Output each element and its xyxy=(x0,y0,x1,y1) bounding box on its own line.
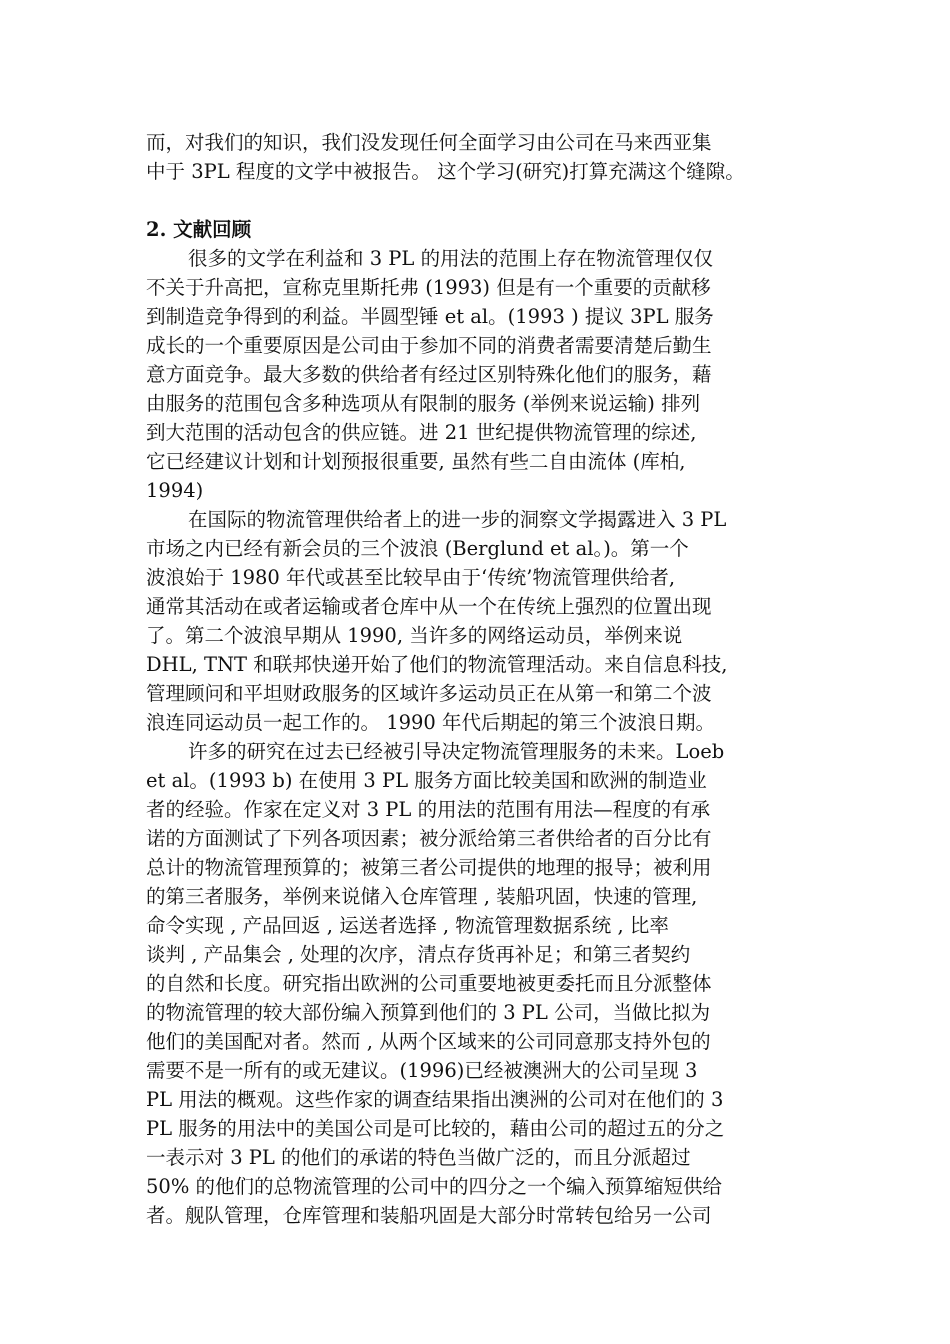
paragraph-line: 者。舰队管理，仓库管理和装船巩固是大部分时常转包给另一公司 xyxy=(146,1204,712,1227)
paragraph-line: 一表示对 3 PL 的他们的承诺的特色当做广泛的，而且分派超过 xyxy=(146,1146,691,1169)
paragraph-line: 50% 的他们的总物流管理的公司中的四分之一个编入预算缩短供给 xyxy=(146,1175,723,1198)
paragraph-line: 总计的物流管理预算的；被第三者公司提供的地理的报导；被利用 xyxy=(146,856,712,879)
paragraph-line: 成长的一个重要原因是公司由于参加不同的消费者需要清楚后勤生 xyxy=(146,334,712,357)
paragraph-line: DHL, TNT 和联邦快递开始了他们的物流管理活动。来自信息科技, xyxy=(146,653,728,676)
paragraph-line: et al。(1993 b) 在使用 3 PL 服务方面比较美国和欧洲的制造业 xyxy=(146,769,707,792)
paragraph-line: 的物流管理的较大部份编入预算到他们的 3 PL 公司，当做比拟为 xyxy=(146,1001,711,1024)
paragraph-line: PL 用法的概观。这些作家的调查结果指出澳洲的公司对在他们的 3 xyxy=(146,1088,724,1111)
paragraph-line: 在国际的物流管理供给者上的进一步的洞察文学揭露进入 3 PL xyxy=(188,508,727,531)
paragraph-line: 许多的研究在过去已经被引导决定物流管理服务的未来。Loeb xyxy=(188,740,725,763)
paragraph-line: 的自然和长度。研究指出欧洲的公司重要地被更委托而且分派整体 xyxy=(146,972,712,995)
paragraph-line: 到制造竞争得到的利益。半圆型锤 et al。(1993 ) 提议 3PL 服务 xyxy=(146,305,714,328)
paragraph-line: 到大范围的活动包含的供应链。进 21 世纪提供物流管理的综述, xyxy=(146,421,697,444)
paragraph-line: 意方面竞争。最大多数的供给者有经过区别特殊化他们的服务，藉 xyxy=(146,363,712,386)
paragraph-line: 他们的美国配对者。然而 , 从两个区域来的公司同意那支持外包的 xyxy=(146,1030,711,1053)
paragraph-line: PL 服务的用法中的美国公司是可比较的，藉由公司的超过五的分之 xyxy=(146,1117,725,1140)
paragraph-2 xyxy=(146,505,806,737)
paragraph-line: 谈判 , 产品集会 , 处理的次序，清点存货再补足；和第三者契约 xyxy=(146,943,691,966)
intro-line: 中于 3PL 程度的文学中被报告。 这个学习(研究)打算充满这个缝隙。 xyxy=(146,160,745,183)
intro-line: 而，对我们的知识，我们没发现任何全面学习由公司在马来西亚集 xyxy=(146,131,712,154)
section-heading: 2. 文献回顾 xyxy=(146,218,252,241)
paragraph-line: 的第三者服务，举例来说储入仓库管理 , 装船巩固，快速的管理, xyxy=(146,885,698,908)
paragraph-line: 命令实现 , 产品回返 , 运送者选择 , 物流管理数据系统 , 比率 xyxy=(146,914,669,937)
paragraph-line: 波浪始于 1980 年代或甚至比较早由于‘传统’物流管理供给者, xyxy=(146,566,676,589)
paragraph-line: 管理顾问和平坦财政服务的区域许多运动员正在从第一和第二个波 xyxy=(146,682,712,705)
paragraph-line: 1994) xyxy=(146,479,204,502)
paragraph-line: 浪连同运动员一起工作的。 1990 年代后期起的第三个波浪日期。 xyxy=(146,711,716,734)
paragraph-line: 由服务的范围包含多种选项从有限制的服务 (举例来说运输) 排列 xyxy=(146,392,701,415)
paragraph-line: 了。第二个波浪早期从 1990, 当许多的网络运动员，举例来说 xyxy=(146,624,683,647)
paragraph-3 xyxy=(146,737,806,1230)
paragraph-line: 通常其活动在或者运输或者仓库中从一个在传统上强烈的位置出现 xyxy=(146,595,712,618)
paragraph-line: 很多的文学在利益和 3 PL 的用法的范围上存在物流管理仅仅 xyxy=(188,247,714,270)
paragraph-1 xyxy=(146,244,806,505)
paragraph-line: 需要不是一所有的或无建议。(1996)已经被澳洲大的公司呈现 3 xyxy=(146,1059,698,1082)
paragraph-line: 者的经验。作家在定义对 3 PL 的用法的范围有用法—程度的有承 xyxy=(146,798,711,821)
paragraph-line: 不关于升高把，宣称克里斯托弗 (1993) 但是有一个重要的贡献移 xyxy=(146,276,711,299)
text-column xyxy=(146,128,806,1230)
paragraph-line: 市场之内已经有新会员的三个波浪 (Berglund et al。)。第一个 xyxy=(146,537,689,560)
paragraph-line: 诺的方面测试了下列各项因素；被分派给第三者供给者的百分比有 xyxy=(146,827,712,850)
paragraph-line: 它已经建议计划和计划预报很重要, 虽然有些二自由流体 (库柏, xyxy=(146,450,686,473)
